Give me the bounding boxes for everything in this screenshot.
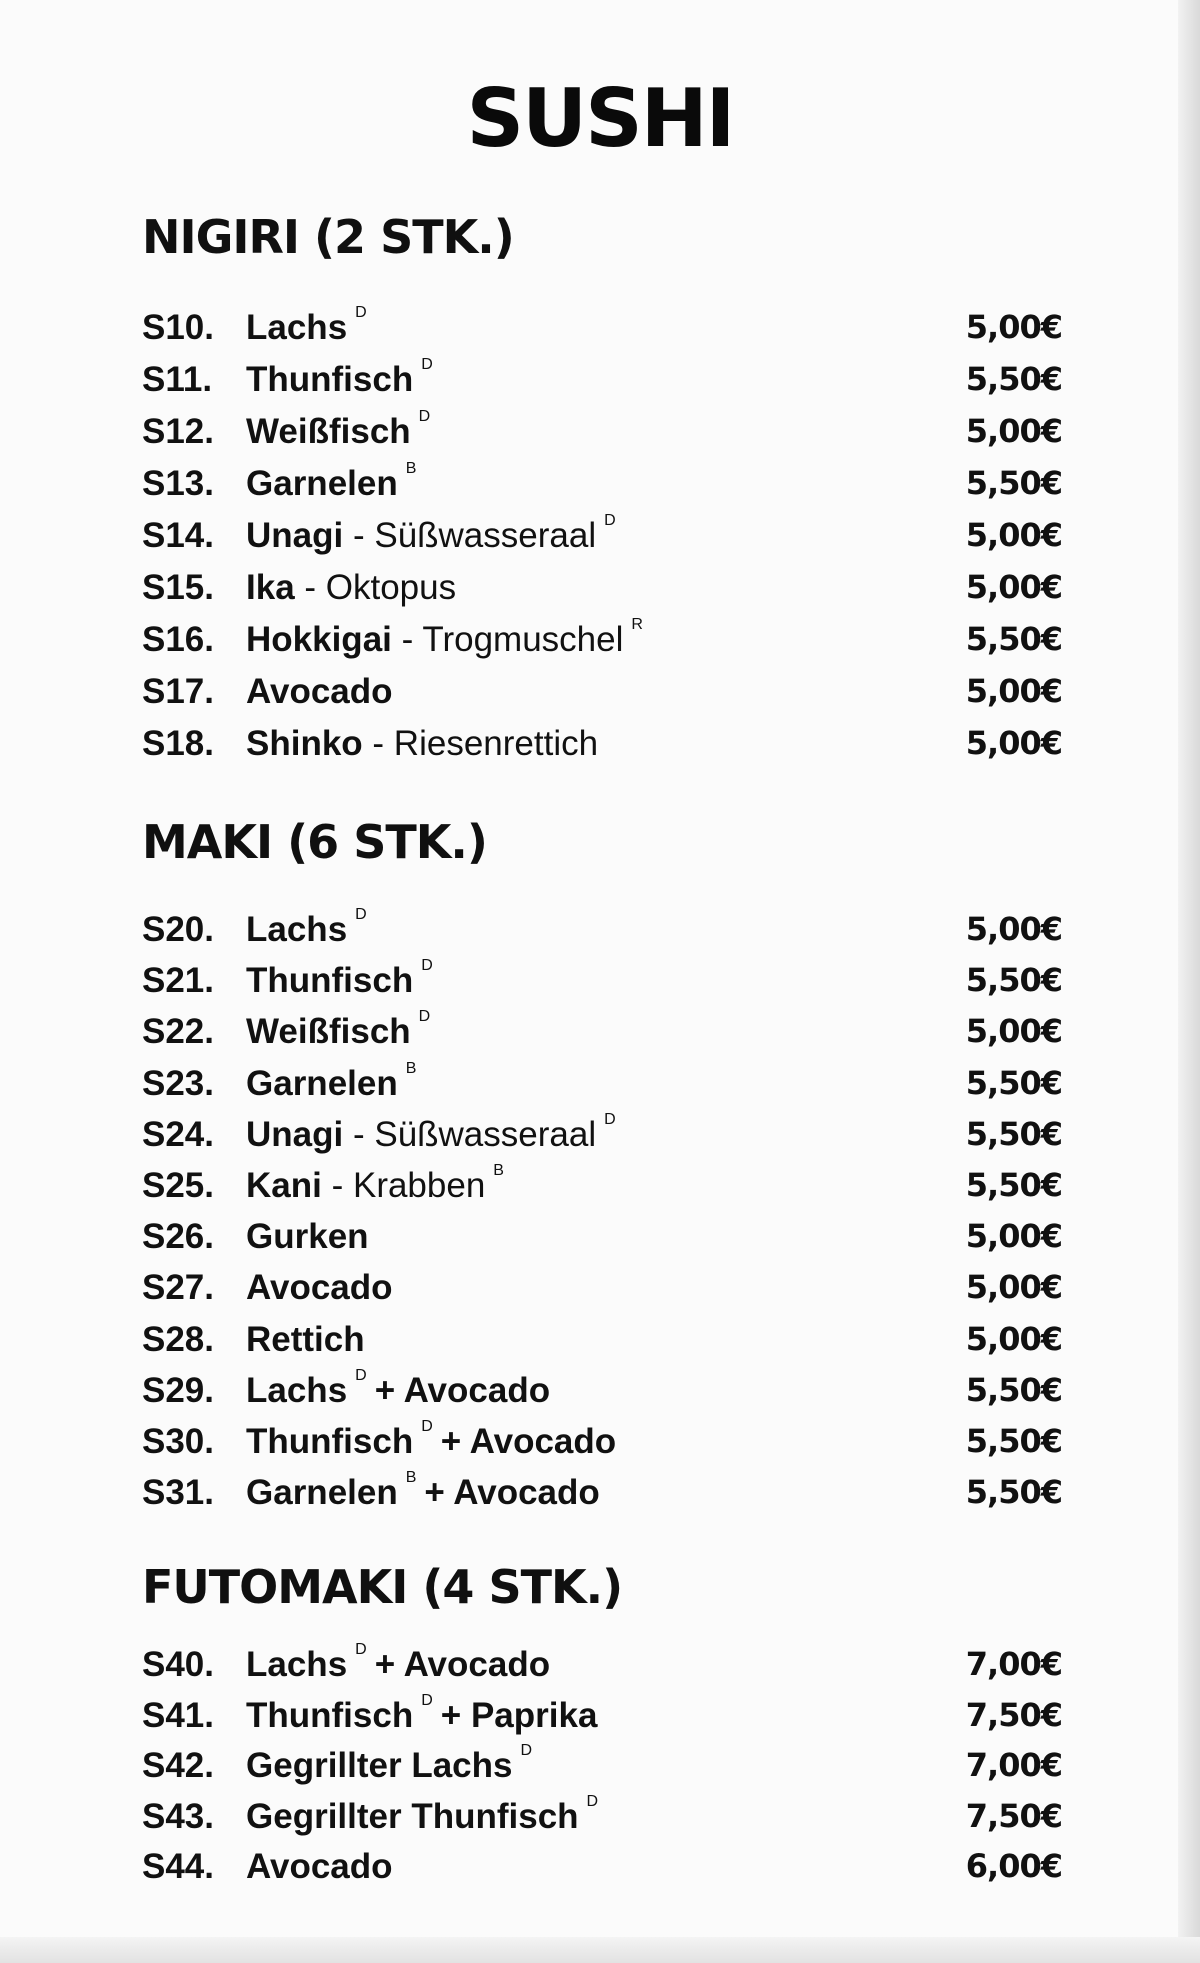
item-name-group	[246, 1162, 504, 1206]
allergen-code: D	[355, 906, 367, 923]
item-name: Lachs	[246, 1645, 348, 1684]
item-name-group	[246, 408, 431, 452]
item-code: S41.	[142, 1695, 214, 1735]
item-name: Thunfisch	[246, 961, 414, 1001]
item-extra: + Avocado	[440, 1422, 617, 1461]
allergen-code: D	[421, 957, 433, 975]
item-price: 7,00€	[965, 1746, 1062, 1784]
section-title: FUTOMAKI (4 STK.)	[142, 1560, 623, 1614]
item-name: Thunfisch	[246, 1695, 414, 1735]
item-code: S14.	[142, 516, 214, 555]
allergen-code: D	[418, 408, 431, 425]
item-code: S16.	[142, 620, 214, 659]
item-extra: + Paprika	[440, 1695, 598, 1735]
item-separator: -	[343, 516, 375, 555]
item-price: 5,00€	[965, 1268, 1062, 1307]
item-name: Ika	[246, 568, 295, 607]
item-name-group	[246, 616, 643, 660]
item-code: S20.	[142, 910, 214, 949]
menu-item	[142, 672, 1062, 722]
item-code: S29.	[142, 1370, 214, 1410]
item-name: Thunfisch	[246, 360, 414, 399]
allergen-code: D	[418, 1008, 431, 1026]
item-price: 5,00€	[965, 1012, 1062, 1051]
item-name-group	[246, 1469, 600, 1513]
menu-item	[142, 957, 1062, 1011]
allergen-code: B	[405, 1059, 417, 1077]
item-name: Hokkigai	[246, 620, 392, 659]
page-edge-bottom	[0, 1937, 1200, 1963]
menu-item	[142, 1217, 1062, 1267]
item-name: Garnelen	[246, 1473, 398, 1513]
section-title: NIGIRI (2 STK.)	[142, 210, 514, 264]
menu-item	[142, 1742, 1062, 1796]
item-code: S42.	[142, 1746, 214, 1785]
menu-item	[142, 1268, 1062, 1318]
item-name: Gegrillter Thunfisch	[246, 1796, 579, 1836]
item-separator: -	[294, 568, 326, 607]
item-code: S15.	[142, 568, 214, 607]
allergen-code: B	[405, 460, 417, 477]
menu-item	[142, 1110, 1062, 1165]
item-price: 5,00€	[965, 724, 1062, 762]
item-code: S21.	[142, 961, 214, 1001]
item-name-group	[246, 906, 367, 950]
item-price: 5,50€	[965, 1422, 1062, 1460]
item-separator: -	[391, 620, 423, 659]
item-name-group	[246, 1847, 393, 1887]
menu-title: SUSHI	[466, 72, 734, 165]
menu-item	[142, 1792, 1062, 1847]
item-description: Krabben	[352, 1166, 486, 1205]
item-code: S17.	[142, 672, 214, 711]
item-description: Süßwasseraal	[374, 1114, 597, 1154]
page-edge-right	[1178, 0, 1200, 1963]
allergen-code: D	[604, 512, 616, 529]
menu-item	[142, 408, 1062, 462]
item-price: 5,00€	[965, 1319, 1062, 1358]
item-price: 5,50€	[965, 620, 1062, 658]
item-price: 7,50€	[965, 1695, 1062, 1734]
menu-item	[142, 1847, 1062, 1897]
allergen-code: D	[520, 1742, 533, 1759]
item-code: S11.	[142, 360, 213, 399]
item-description: Riesenrettich	[393, 724, 599, 763]
item-code: S40.	[142, 1645, 214, 1684]
item-code: S31.	[142, 1473, 214, 1513]
allergen-code: D	[421, 356, 433, 373]
menu-item	[142, 1162, 1062, 1216]
item-price: 5,00€	[965, 568, 1062, 606]
item-code: S25.	[142, 1166, 214, 1205]
item-code: S44.	[142, 1847, 214, 1886]
item-price: 7,00€	[965, 1645, 1062, 1683]
menu-item	[142, 1469, 1062, 1523]
item-price: 5,50€	[965, 961, 1062, 1000]
allergen-code: D	[355, 1366, 367, 1384]
item-name: Lachs	[246, 308, 348, 347]
menu-item	[142, 1320, 1062, 1370]
item-name-group	[246, 724, 598, 764]
item-code: S12.	[142, 412, 214, 451]
menu-item	[142, 1418, 1062, 1472]
allergen-code: B	[405, 1469, 417, 1487]
item-name: Weißfisch	[246, 1012, 411, 1052]
item-name-group	[246, 1217, 369, 1257]
menu-item	[142, 906, 1062, 960]
item-code: S10.	[142, 308, 214, 347]
item-extra: + Avocado	[374, 1370, 551, 1410]
item-name-group	[246, 568, 456, 608]
menu-item	[142, 724, 1062, 774]
item-separator: -	[321, 1166, 353, 1205]
menu-item	[142, 1059, 1062, 1114]
item-price: 5,50€	[965, 360, 1062, 398]
item-code: S27.	[142, 1268, 214, 1308]
item-name-group	[246, 356, 433, 400]
item-name-group	[246, 1691, 598, 1736]
menu-item	[142, 1691, 1062, 1746]
item-name: Rettich	[246, 1319, 365, 1359]
item-price: 5,50€	[965, 1166, 1062, 1204]
item-name-group	[246, 1110, 616, 1155]
allergen-code: D	[421, 1691, 433, 1709]
item-name-group	[246, 1008, 431, 1052]
item-separator: -	[362, 724, 394, 763]
item-price: 5,00€	[965, 516, 1062, 554]
item-price: 5,50€	[965, 1063, 1062, 1102]
item-name-group	[246, 1792, 599, 1837]
item-name-group	[246, 672, 393, 712]
item-code: S13.	[142, 464, 214, 503]
item-code: S26.	[142, 1217, 214, 1257]
menu-item	[142, 1641, 1062, 1695]
item-name-group	[246, 1641, 551, 1685]
item-name: Lachs	[246, 910, 348, 949]
item-name-group	[246, 1320, 365, 1360]
item-name-group	[246, 460, 417, 504]
item-name: Thunfisch	[246, 1422, 414, 1461]
allergen-code: D	[421, 1418, 433, 1435]
item-price: 5,00€	[965, 910, 1062, 948]
menu-item	[142, 568, 1062, 618]
item-price: 5,00€	[965, 412, 1062, 450]
item-name: Kani	[246, 1166, 322, 1205]
item-description: Süßwasseraal	[374, 516, 597, 555]
item-name: Garnelen	[246, 464, 398, 503]
menu-item	[142, 356, 1062, 410]
item-price: 5,50€	[965, 1370, 1062, 1409]
item-name-group	[246, 1059, 417, 1104]
item-name: Unagi	[246, 516, 344, 555]
item-name-group	[246, 512, 616, 556]
item-code: S24.	[142, 1114, 214, 1154]
item-code: S43.	[142, 1796, 214, 1836]
item-name-group	[246, 1742, 533, 1786]
item-price: 5,50€	[965, 1473, 1062, 1512]
allergen-code: D	[355, 304, 367, 321]
item-name-group	[246, 1366, 551, 1411]
item-name: Avocado	[246, 1847, 393, 1886]
menu-item	[142, 1366, 1062, 1421]
item-price: 5,00€	[965, 672, 1062, 710]
item-code: S23.	[142, 1063, 214, 1103]
item-name: Gurken	[246, 1217, 369, 1257]
allergen-code: D	[604, 1110, 616, 1128]
allergen-code: D	[355, 1641, 367, 1658]
item-name: Weißfisch	[246, 412, 411, 451]
item-extra: + Avocado	[424, 1473, 600, 1513]
item-code: S22.	[142, 1012, 214, 1052]
item-code: S30.	[142, 1422, 214, 1461]
item-name-group	[246, 957, 433, 1001]
allergen-code: D	[586, 1792, 599, 1810]
item-name: Avocado	[246, 1268, 393, 1308]
section-title: MAKI (6 STK.)	[142, 815, 487, 869]
item-code: S18.	[142, 724, 214, 763]
item-name: Avocado	[246, 672, 393, 711]
item-price: 5,50€	[965, 1114, 1062, 1153]
item-description: Trogmuschel	[422, 620, 624, 659]
item-price: 5,00€	[965, 308, 1062, 346]
menu-item	[142, 512, 1062, 566]
menu-item	[142, 304, 1062, 358]
menu-item	[142, 1008, 1062, 1062]
menu-item	[142, 460, 1062, 514]
menu-item	[142, 616, 1062, 670]
allergen-code: R	[631, 616, 643, 633]
item-name: Shinko	[246, 724, 363, 763]
item-separator: -	[343, 1114, 375, 1154]
item-name: Lachs	[246, 1370, 348, 1410]
item-name: Unagi	[246, 1114, 344, 1154]
allergen-code: B	[493, 1162, 504, 1179]
item-name: Gegrillter Lachs	[246, 1746, 513, 1785]
item-price: 5,00€	[965, 1217, 1062, 1256]
item-extra: + Avocado	[374, 1645, 551, 1684]
item-price: 6,00€	[965, 1847, 1062, 1885]
item-code: S28.	[142, 1319, 214, 1359]
item-price: 7,50€	[965, 1796, 1062, 1835]
item-price: 5,50€	[965, 464, 1062, 502]
item-name: Garnelen	[246, 1063, 398, 1103]
item-name-group	[246, 304, 367, 348]
item-name-group	[246, 1418, 617, 1462]
item-name-group	[246, 1268, 393, 1308]
item-description: Oktopus	[325, 568, 457, 607]
